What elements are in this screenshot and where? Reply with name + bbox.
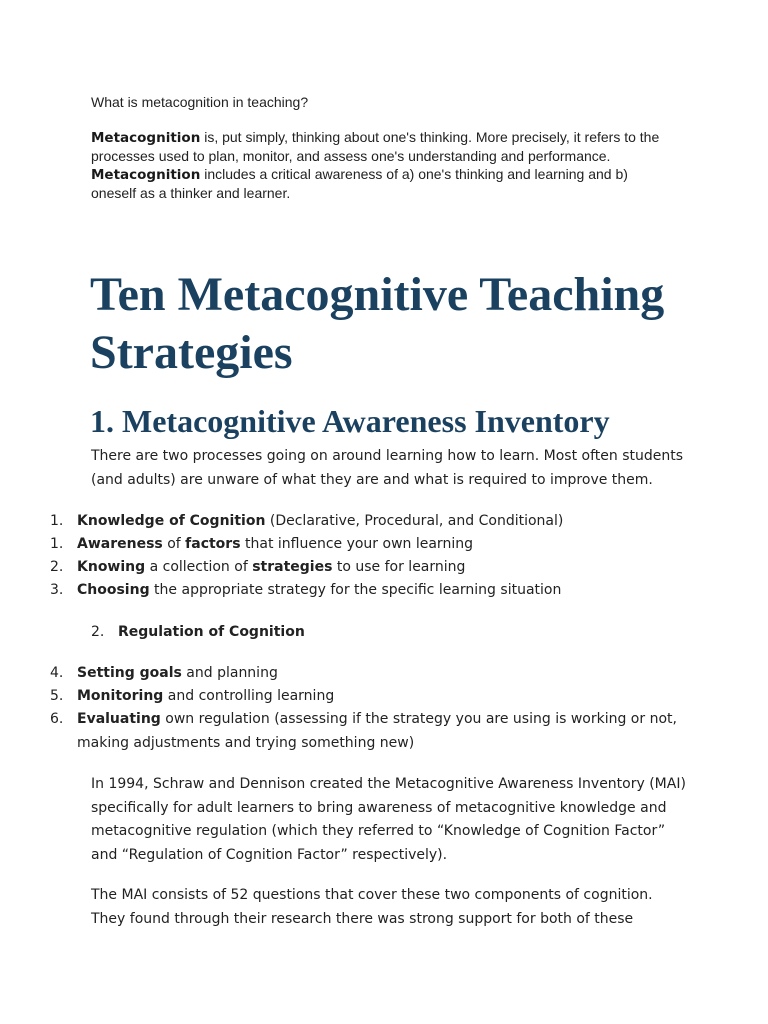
closing-paragraph-1: In 1994, Schraw and Dennison created the Metacognitive Awareness Inventory (MAI) specifically for adult learners to bring awareness of metacognitive knowledge and metacognitive regulation (which they referred to “Knowledge of Cognition Factor” and “Regulation of Cognition Factor” respectively). [91, 776, 686, 863]
list-number: 5. [50, 688, 64, 704]
list-rest: and planning [181, 665, 278, 681]
list-text [77, 533, 697, 557]
list-number: 3. [50, 582, 64, 598]
sub-list-label: Regulation of Cognition [118, 624, 305, 640]
list-number: 1. [50, 513, 64, 529]
list-bold: Evaluating [77, 711, 161, 727]
list-bold-2: strategies [252, 559, 333, 575]
list-bold: Awareness [77, 536, 163, 552]
intro-text-1: is, put simply, thinking about one's thinking. More precisely, it refers to the processes used to plan, monitor, and assess one's understanding and performance. [91, 129, 660, 164]
intro-question: What is metacognition in teaching? [91, 94, 309, 110]
intro-text-2: includes a critical awareness of a) one's thinking and learning and b) oneself as a thinker and learner. [91, 166, 628, 201]
list-mid: of [162, 536, 186, 552]
list-rest: that influence your own learning [240, 536, 473, 552]
list-bold: Setting goals [77, 665, 182, 681]
list-number: 1. [50, 536, 64, 552]
list-number: 2. [50, 559, 64, 575]
list-rest: (Declarative, Procedural, and Conditional) [265, 513, 564, 529]
list-rest: own regulation (assessing if the strategy you are using is working or not, making adjustments and trying something new) [77, 711, 677, 751]
list-bold: Knowing [77, 559, 146, 575]
term-metacognition: Metacognition [91, 130, 201, 146]
list-text [77, 579, 697, 603]
list-bold: Knowledge of Cognition [77, 513, 266, 529]
intro-paragraph [91, 128, 671, 202]
list-rest: and controlling learning [163, 688, 335, 704]
page-title: Ten Metacognitive Teaching Strategies [90, 268, 665, 379]
list-number: 6. [50, 711, 64, 727]
list-text [77, 662, 697, 686]
list-text [77, 556, 697, 580]
list-text [77, 708, 677, 755]
list-bold: Monitoring [77, 688, 164, 704]
section-heading: 1. Metacognitive Awareness Inventory [90, 403, 610, 439]
list-text [77, 685, 697, 709]
list-number: 4. [50, 665, 64, 681]
term-metacognition-2: Metacognition [91, 167, 201, 183]
list-rest: to use for learning [332, 559, 466, 575]
list-rest: the appropriate strategy for the specific learning situation [149, 582, 562, 598]
closing-paragraph-2: The MAI consists of 52 questions that cover these two components of cognition. They found through their research there was strong support for both of these [91, 887, 653, 927]
list-bold: Choosing [77, 582, 150, 598]
list-bold-2: factors [185, 536, 241, 552]
section-paragraph: There are two processes going on around learning how to learn. Most often students (and adults) are unware of what they are and what is required to improve them. [91, 448, 684, 488]
list-mid: a collection of [145, 559, 253, 575]
sub-list-number: 2. [91, 624, 105, 640]
list-text [77, 510, 697, 534]
